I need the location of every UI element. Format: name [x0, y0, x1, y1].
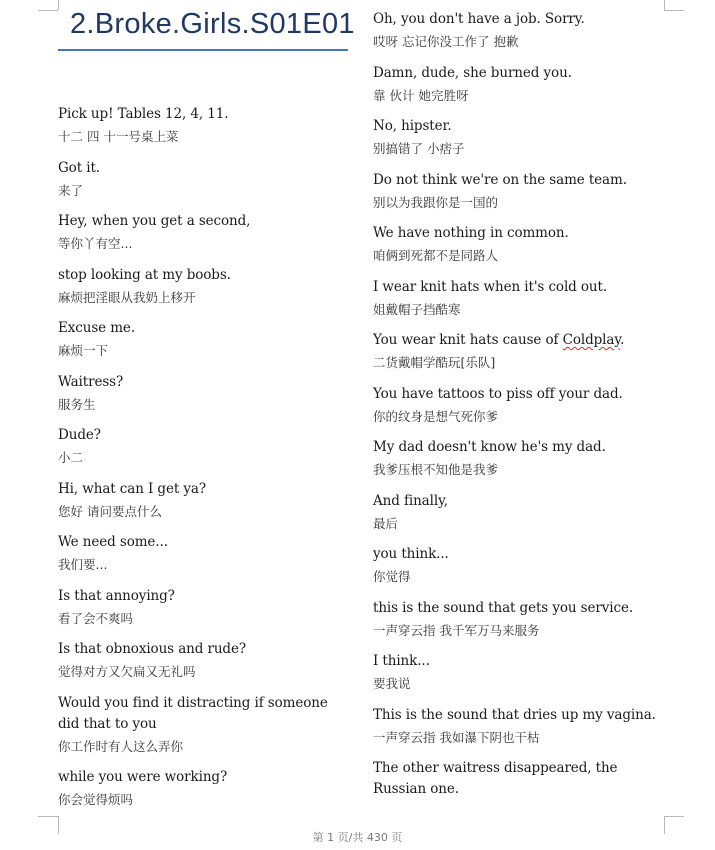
english-line: Hey, when you get a second,	[58, 213, 251, 229]
chinese-line: 看了会不爽吗	[58, 610, 134, 626]
subtitle-pair	[58, 479, 343, 523]
subtitle-pair	[373, 63, 668, 107]
subtitle-pair	[373, 491, 668, 535]
subtitle-pair	[58, 693, 343, 758]
english-line: I think...	[373, 653, 430, 669]
chinese-line: 等你丫有空...	[58, 236, 133, 251]
subtitle-pair	[373, 437, 668, 481]
subtitle-pair	[373, 705, 668, 749]
subtitle-pair	[58, 532, 343, 576]
english-line: you think...	[373, 546, 449, 562]
english-line: No, hipster.	[373, 118, 452, 134]
chinese-line: 您好 请问要点什么	[58, 503, 162, 519]
subtitle-pair	[373, 651, 668, 695]
page-number-footer: 第 1 页/共 430 页	[312, 831, 403, 844]
english-line: Pick up! Tables 12, 4, 11.	[58, 106, 229, 122]
english-line: I wear knit hats when it's cold out.	[373, 278, 608, 295]
english-line: Is that annoying?	[58, 587, 175, 604]
chinese-line: 二货戴帽学酷玩[乐队]	[373, 355, 496, 370]
chinese-line: 别以为我跟你是一国的	[373, 194, 499, 210]
chinese-line: 我们要...	[58, 557, 108, 572]
chinese-line: 小二	[58, 450, 84, 465]
english-line: Dude?	[58, 427, 101, 443]
english-line	[373, 330, 668, 351]
subtitle-pair	[373, 9, 668, 53]
subtitle-pair	[58, 767, 343, 811]
english-line: stop looking at my boobs.	[58, 266, 231, 283]
chinese-line: 你觉得	[373, 569, 411, 584]
english-line: You have tattoos to piss off your dad.	[373, 385, 623, 402]
chinese-line: 你工作时有人这么弄你	[58, 738, 184, 754]
document-title: 2.Broke.Girls.S01E01	[70, 8, 355, 40]
subtitle-pair	[373, 116, 668, 160]
right-column	[373, 9, 668, 810]
subtitle-pair	[373, 170, 668, 214]
subtitle-pair	[373, 330, 668, 374]
english-line: Would you find it distracting if someone did that to you	[58, 694, 328, 732]
english-line: Is that obnoxious and rude?	[58, 641, 246, 657]
spellcheck-flagged-word[interactable]: Coldplay	[562, 332, 621, 348]
subtitle-pair	[373, 758, 668, 800]
chinese-line: 靠 伙计 她完胜呀	[373, 87, 469, 103]
english-line: this is the sound that gets you service.	[373, 599, 634, 616]
chinese-line: 麻烦一下	[58, 343, 109, 358]
english-line: while you were working?	[58, 769, 228, 785]
subtitle-pair	[58, 586, 343, 630]
chinese-line: 我爹压根不知他是我爹	[373, 462, 499, 477]
title-underline	[58, 49, 348, 51]
chinese-line: 觉得对方又欠扁又无礼吗	[58, 664, 196, 679]
english-line-start: You wear knit hats cause of	[373, 332, 563, 348]
english-line: We have nothing in common.	[373, 225, 569, 241]
english-line: My dad doesn't know he's my dad.	[373, 439, 606, 455]
left-column	[58, 104, 343, 821]
chinese-line: 别搞错了 小痞子	[373, 141, 465, 156]
crop-mark-top-left-vertical	[58, 0, 59, 10]
english-line: Do not think we're on the same team.	[373, 171, 627, 188]
chinese-line: 要我说	[373, 676, 411, 691]
english-line: Damn, dude, she burned you.	[373, 64, 572, 81]
english-line: Hi, what can I get ya?	[58, 480, 206, 497]
subtitle-pair	[373, 223, 668, 267]
subtitle-pair	[373, 598, 668, 642]
chinese-line: 你会觉得烦吗	[58, 792, 134, 807]
english-line: We need some...	[58, 534, 168, 550]
crop-mark-top-left	[38, 10, 58, 11]
chinese-line: 一声穿云指 我如瀑下阴也干枯	[373, 729, 540, 745]
chinese-line: 姐戴帽子挡酷寒	[373, 301, 461, 317]
chinese-line: 最后	[373, 515, 399, 531]
english-line-end: .	[620, 332, 625, 348]
chinese-line: 你的纹身是想气死你爹	[373, 408, 499, 424]
english-line: This is the sound that dries up my vagina.	[373, 706, 656, 723]
chinese-line: 一声穿云指 我千军万马来服务	[373, 622, 540, 638]
chinese-line: 服务生	[58, 396, 96, 412]
subtitle-pair	[58, 425, 343, 469]
subtitle-pair	[58, 318, 343, 362]
subtitle-pair	[373, 277, 668, 321]
subtitle-pair	[58, 639, 343, 683]
subtitle-pair	[58, 265, 343, 309]
subtitle-pair	[58, 211, 343, 255]
subtitle-pair	[58, 104, 343, 148]
chinese-line: 来了	[58, 182, 84, 198]
crop-mark-bottom-left	[38, 816, 58, 817]
subtitle-pair	[373, 544, 668, 588]
chinese-line: 咱俩到死都不是同路人	[373, 248, 499, 263]
crop-mark-bottom-right	[664, 816, 684, 817]
chinese-line: 十二 四 十一号桌上菜	[58, 129, 179, 144]
subtitle-pair	[58, 372, 343, 416]
english-line: The other waitress disappeared, the Russian one.	[373, 760, 618, 797]
english-line: Oh, you don't have a job. Sorry.	[373, 11, 585, 27]
english-line: Got it.	[58, 159, 100, 176]
english-line: And finally,	[373, 492, 448, 509]
chinese-line: 哎呀 忘记你没工作了 抱歉	[373, 34, 519, 49]
subtitle-pair	[58, 158, 343, 202]
english-line: Waitress?	[58, 373, 124, 390]
english-line: Excuse me.	[58, 320, 136, 336]
subtitle-pair	[373, 384, 668, 428]
chinese-line: 麻烦把淫眼从我奶上移开	[58, 289, 196, 305]
